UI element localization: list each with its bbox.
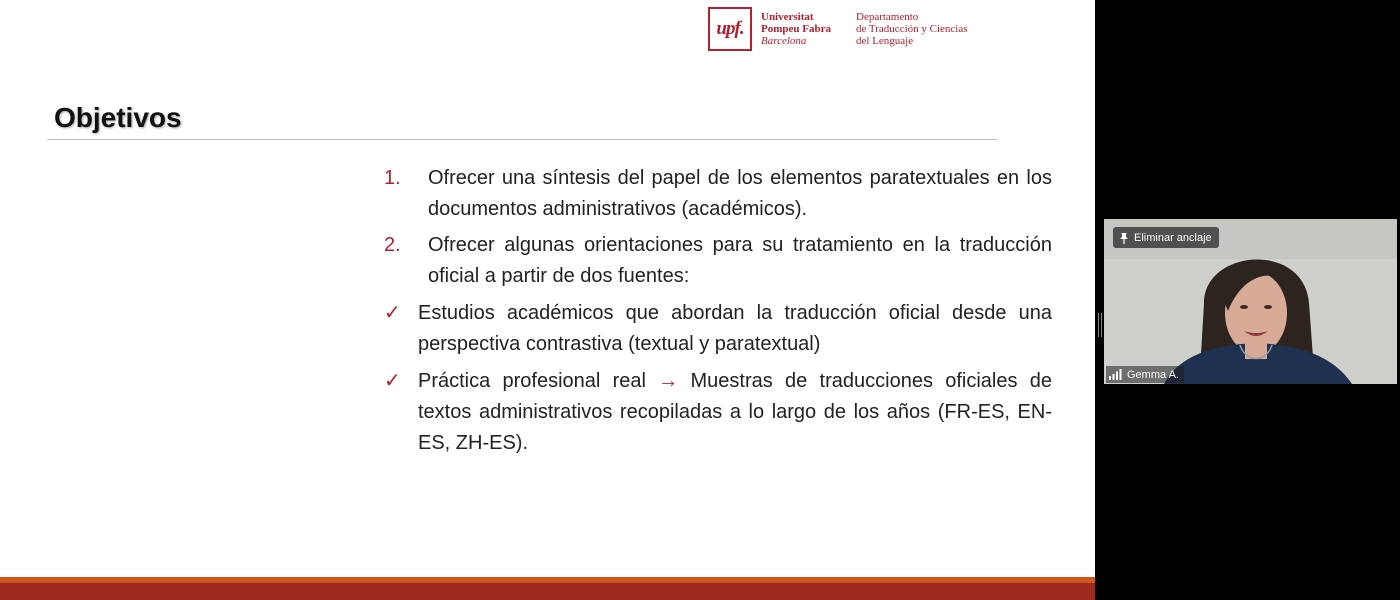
slide-footer-stripe <box>0 577 1095 583</box>
department-line-3: del Lenguaje <box>856 35 914 47</box>
unpin-label: Eliminar anclaje <box>1134 231 1212 244</box>
department-line-1: Departamento <box>856 11 919 23</box>
title-divider <box>47 139 997 140</box>
university-name-line-2: Pompeu Fabra <box>761 23 831 35</box>
list-number: 1. <box>384 167 401 189</box>
source-item-1 <box>384 298 1052 360</box>
arrow-right-icon: → <box>658 370 679 392</box>
objective-text: Ofrecer algunas orientaciones para su tratamiento en la traducción oficial a partir de dos fuentes: <box>428 234 1052 287</box>
check-icon: ✓ <box>384 370 401 392</box>
participant-video-tile[interactable] <box>1104 219 1397 384</box>
slide-title: Objetivos <box>54 102 182 133</box>
source-text: Estudios académicos que abordan la traducción oficial desde una perspectiva contrastiva (textual y paratextual) <box>418 302 1052 355</box>
upf-logo: upf. <box>708 7 752 51</box>
signal-strength-icon <box>1109 369 1123 380</box>
university-city: Barcelona <box>761 35 807 47</box>
check-icon: ✓ <box>384 302 401 324</box>
university-name-line-1: Universitat <box>761 11 814 23</box>
participant-name: Gemma A. <box>1127 368 1179 381</box>
department-line-2: de Traducción y Ciencias <box>856 23 968 35</box>
source-text: Práctica profesional real → Muestras de traducciones oficiales de textos administrativos recopiladas a lo largo de los años (FR-ES, EN-ES, ZH-ES). <box>418 370 1052 454</box>
source-item-2 <box>384 366 1052 459</box>
list-number: 2. <box>384 234 401 256</box>
panel-resize-handle[interactable] <box>1098 313 1102 337</box>
pin-icon <box>1119 232 1129 244</box>
objective-item-2 <box>384 230 1052 292</box>
objective-item-1 <box>384 163 1052 225</box>
participant-name-badge <box>1106 366 1184 383</box>
objective-text: Ofrecer una síntesis del papel de los elementos paratextuales en los documentos administrativos (académicos). <box>428 167 1052 220</box>
unpin-button[interactable] <box>1113 227 1219 248</box>
